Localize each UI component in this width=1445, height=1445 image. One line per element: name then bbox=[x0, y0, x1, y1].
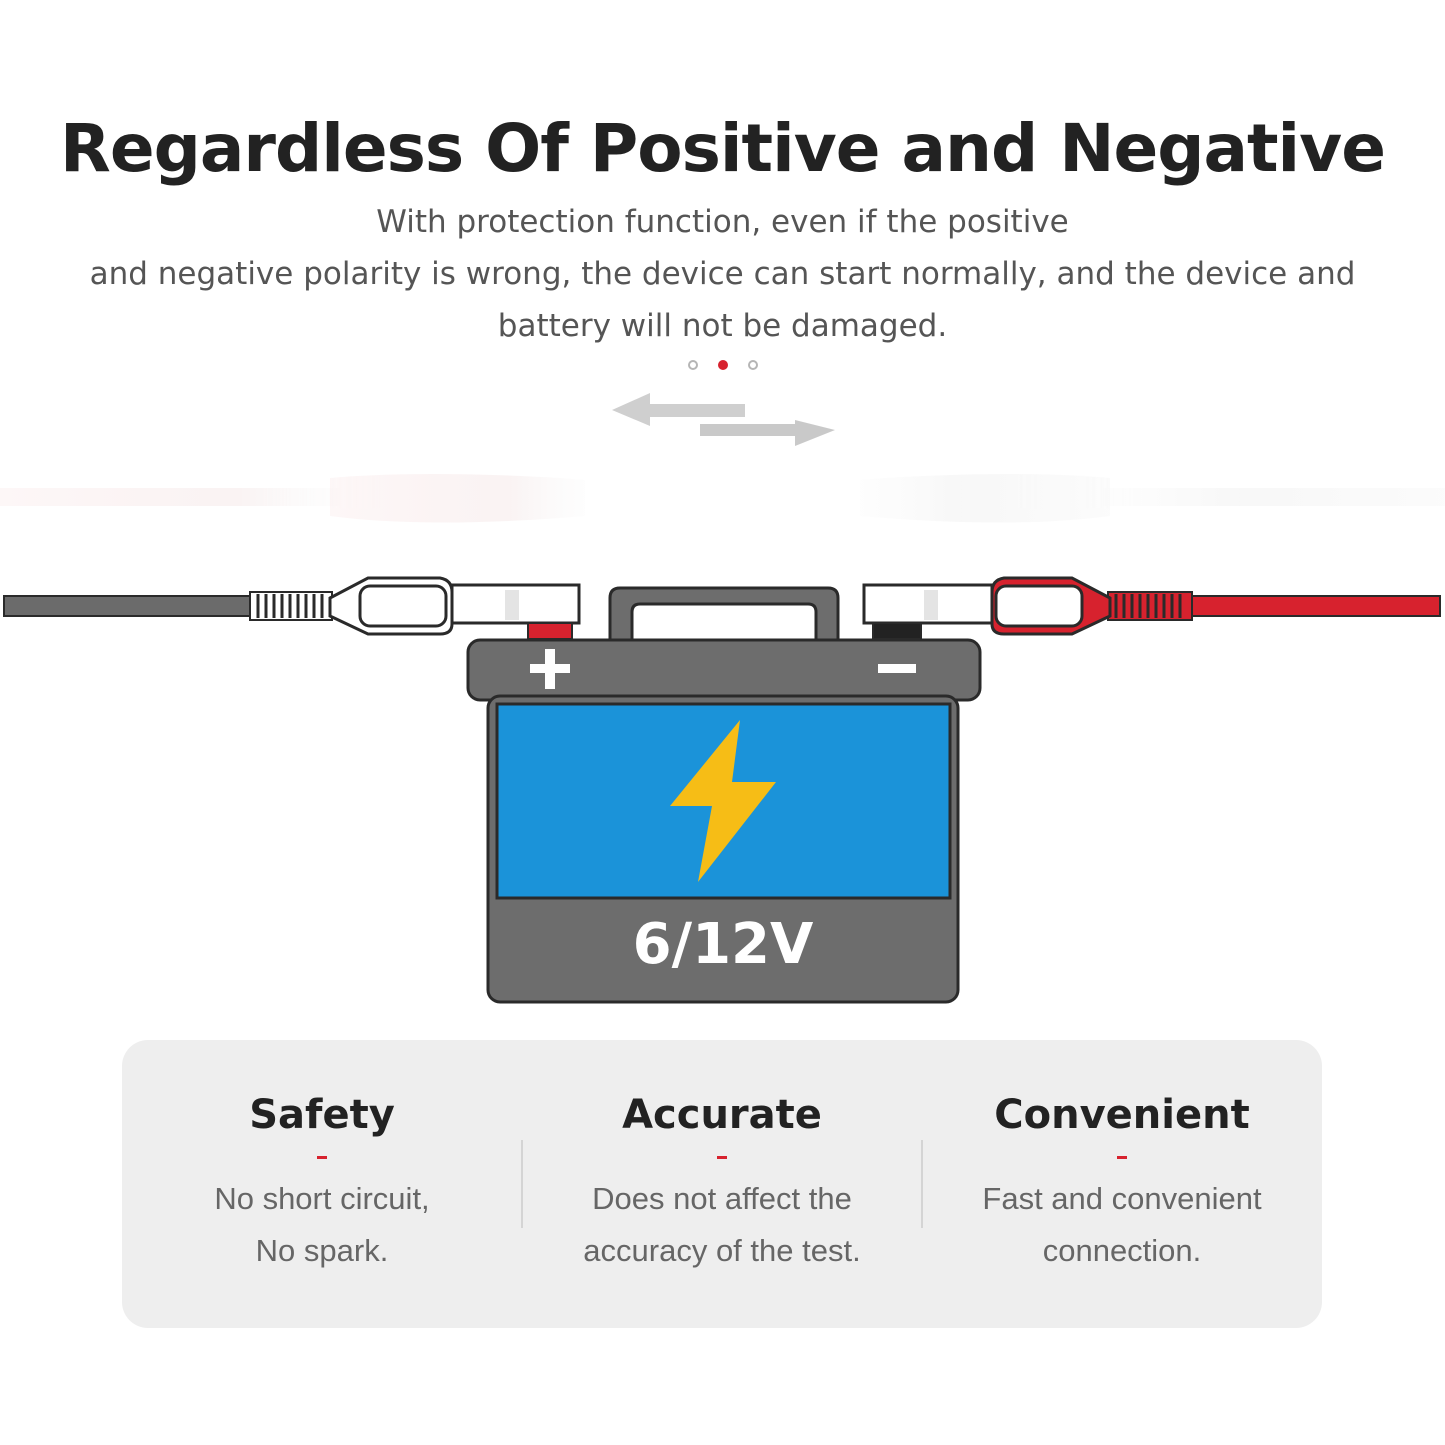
feature-desc-line: connection. bbox=[1042, 1233, 1202, 1268]
ghost-cable-right bbox=[860, 474, 1445, 523]
feature-title: Convenient bbox=[994, 1092, 1250, 1138]
ghost-cable-left bbox=[0, 474, 585, 523]
page-title: Regardless Of Positive and Negative bbox=[60, 110, 1385, 187]
feature-desc-line: No short circuit, bbox=[214, 1181, 430, 1216]
features-panel bbox=[122, 1040, 1322, 1328]
carousel-dot-3[interactable] bbox=[748, 360, 758, 370]
carousel-dots bbox=[0, 360, 1445, 370]
feature-dash bbox=[717, 1156, 727, 1159]
feature-safety bbox=[122, 1090, 522, 1277]
feature-desc-line: Fast and convenient bbox=[982, 1181, 1262, 1216]
carousel-dot-1[interactable] bbox=[688, 360, 698, 370]
feature-title: Safety bbox=[249, 1092, 395, 1138]
feature-dash bbox=[1117, 1156, 1127, 1159]
red-cable-clamp bbox=[864, 578, 1440, 639]
feature-dash bbox=[317, 1156, 327, 1159]
feature-convenient bbox=[922, 1090, 1322, 1277]
page-subtitle bbox=[60, 196, 1385, 352]
feature-desc-line: accuracy of the test. bbox=[583, 1233, 861, 1268]
subtitle-line: With protection function, even if the positive bbox=[376, 204, 1069, 240]
subtitle-line: and negative polarity is wrong, the device can start normally, and the device and bbox=[89, 256, 1356, 292]
battery-voltage-label: 6/12V bbox=[632, 912, 814, 977]
swap-arrows-icon bbox=[612, 393, 835, 446]
feature-desc-line: No spark. bbox=[255, 1233, 389, 1268]
feature-title: Accurate bbox=[622, 1092, 822, 1138]
subtitle-line: battery will not be damaged. bbox=[497, 308, 948, 344]
black-cable-clamp bbox=[4, 578, 579, 639]
feature-desc-line: Does not affect the bbox=[592, 1181, 852, 1216]
carousel-dot-2[interactable] bbox=[718, 360, 728, 370]
negative-symbol bbox=[878, 664, 916, 673]
feature-accurate bbox=[522, 1090, 922, 1277]
